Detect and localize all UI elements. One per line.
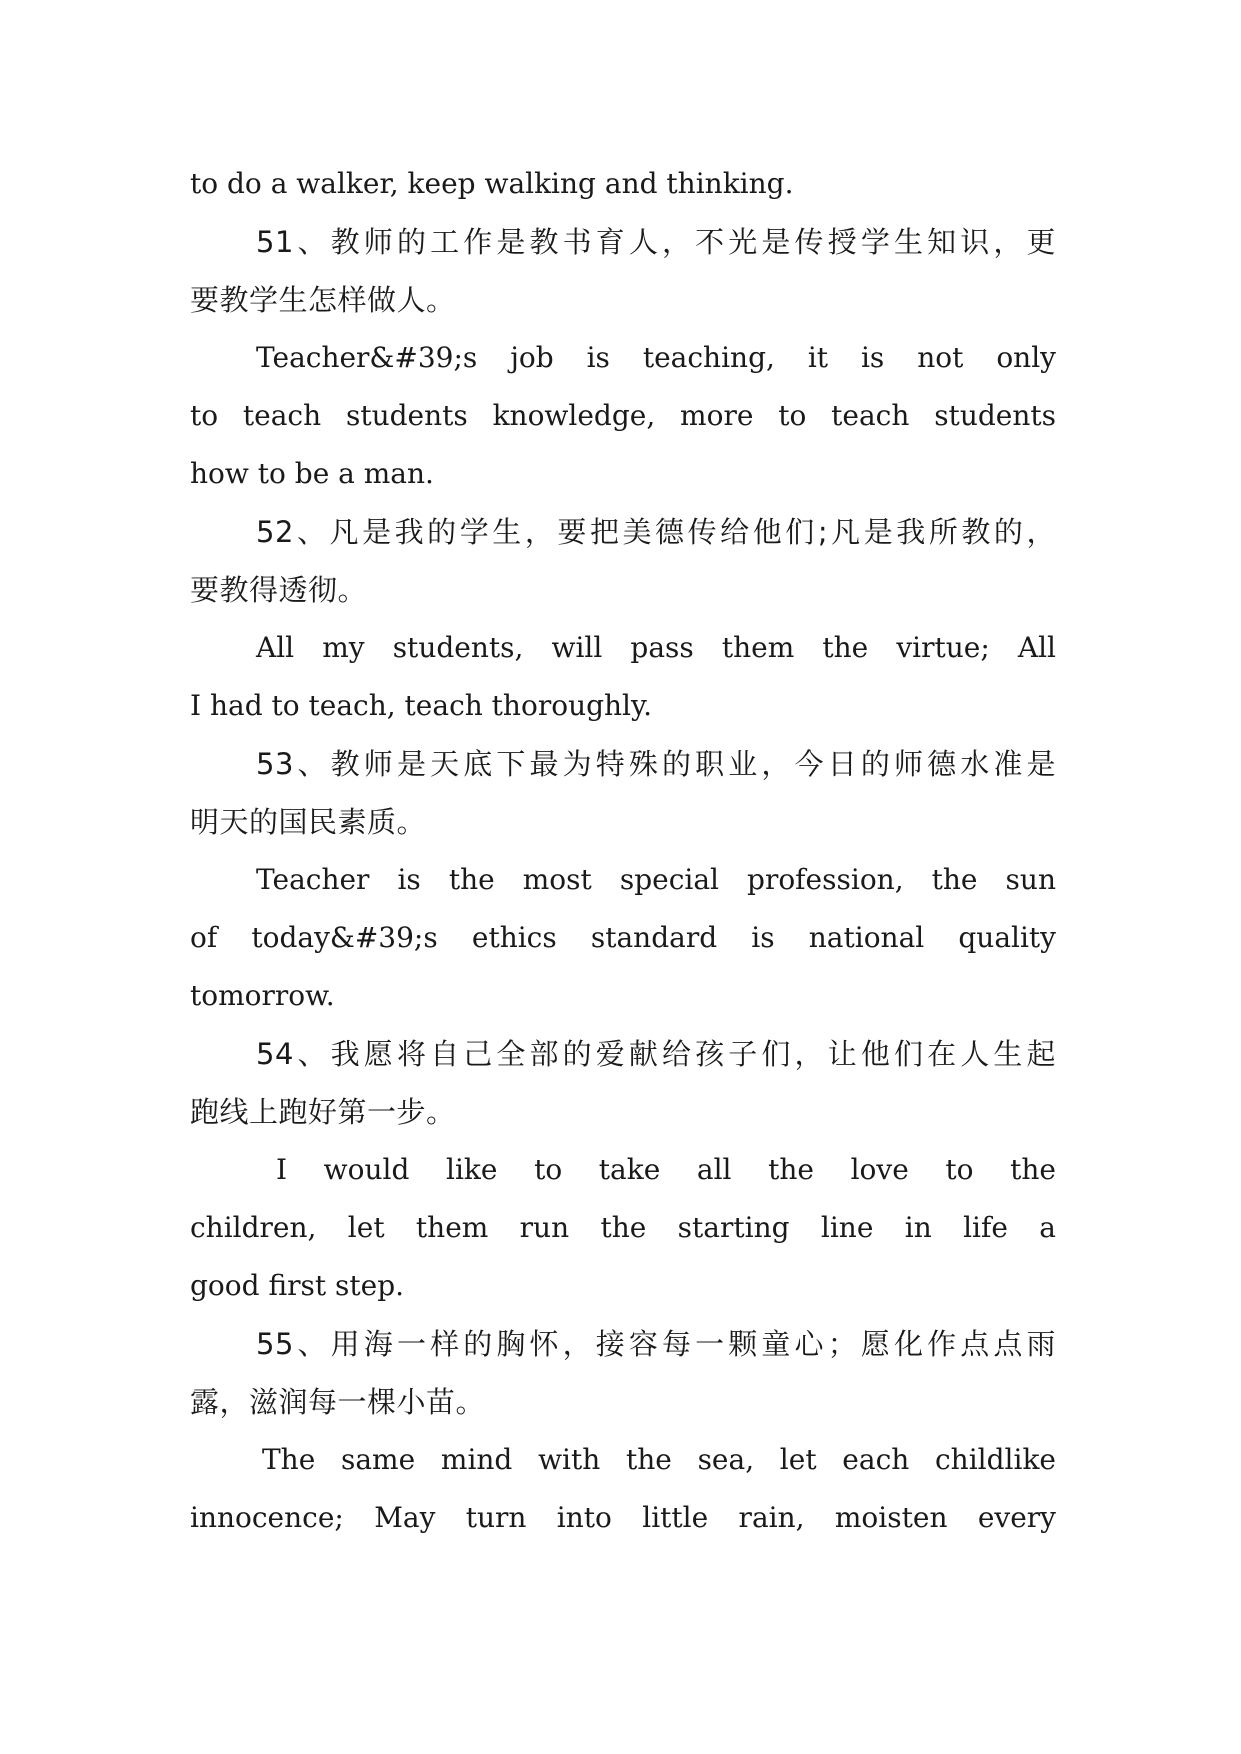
- text-line: 跑线上跑好第一步。: [190, 1095, 456, 1129]
- translation-line: tomorrow.: [190, 979, 335, 1012]
- translation-line: I had to teach, teach thoroughly.: [190, 689, 653, 722]
- text-line: to do a walker, keep walking and thinking.: [190, 167, 794, 200]
- translation-line: innocence; May turn into little rain, moisten every: [190, 1501, 1056, 1534]
- numbered-item-55: 55、用海一样的胸怀，接容每一颗童心；愿化作点点雨: [256, 1327, 1056, 1361]
- translation-line: children, let them run the starting line in life a: [190, 1211, 1056, 1244]
- text-line: 要教得透彻。: [190, 573, 368, 607]
- translation-line: of today&#39;s ethics standard is national quality: [190, 921, 1056, 954]
- translation-line: Teacher is the most special profession, the sun: [256, 863, 1056, 896]
- translation-line: how to be a man.: [190, 457, 434, 490]
- translation-line: Teacher&#39;s job is teaching, it is not only: [256, 341, 1056, 374]
- numbered-item-52: 52、凡是我的学生，要把美德传给他们;凡是我所教的，: [256, 515, 1056, 549]
- translation-line: The same mind with the sea, let each childlike: [262, 1443, 1056, 1476]
- text-line: 要教学生怎样做人。: [190, 283, 456, 317]
- text-line: 明天的国民素质。: [190, 805, 427, 839]
- numbered-item-54: 54、我愿将自己全部的爱献给孩子们，让他们在人生起: [256, 1037, 1056, 1071]
- translation-line: good first step.: [190, 1269, 405, 1302]
- translation-line: to teach students knowledge, more to teach students: [190, 399, 1056, 432]
- translation-line: All my students, will pass them the virtue; All: [256, 631, 1056, 664]
- text-line: 露，滋润每一棵小苗。: [190, 1385, 486, 1419]
- numbered-item-53: 53、教师是天底下最为特殊的职业，今日的师德水准是: [256, 747, 1056, 781]
- numbered-item-51: 51、教师的工作是教书育人，不光是传授学生知识，更: [256, 225, 1056, 259]
- translation-line: I would like to take all the love to the: [276, 1153, 1056, 1186]
